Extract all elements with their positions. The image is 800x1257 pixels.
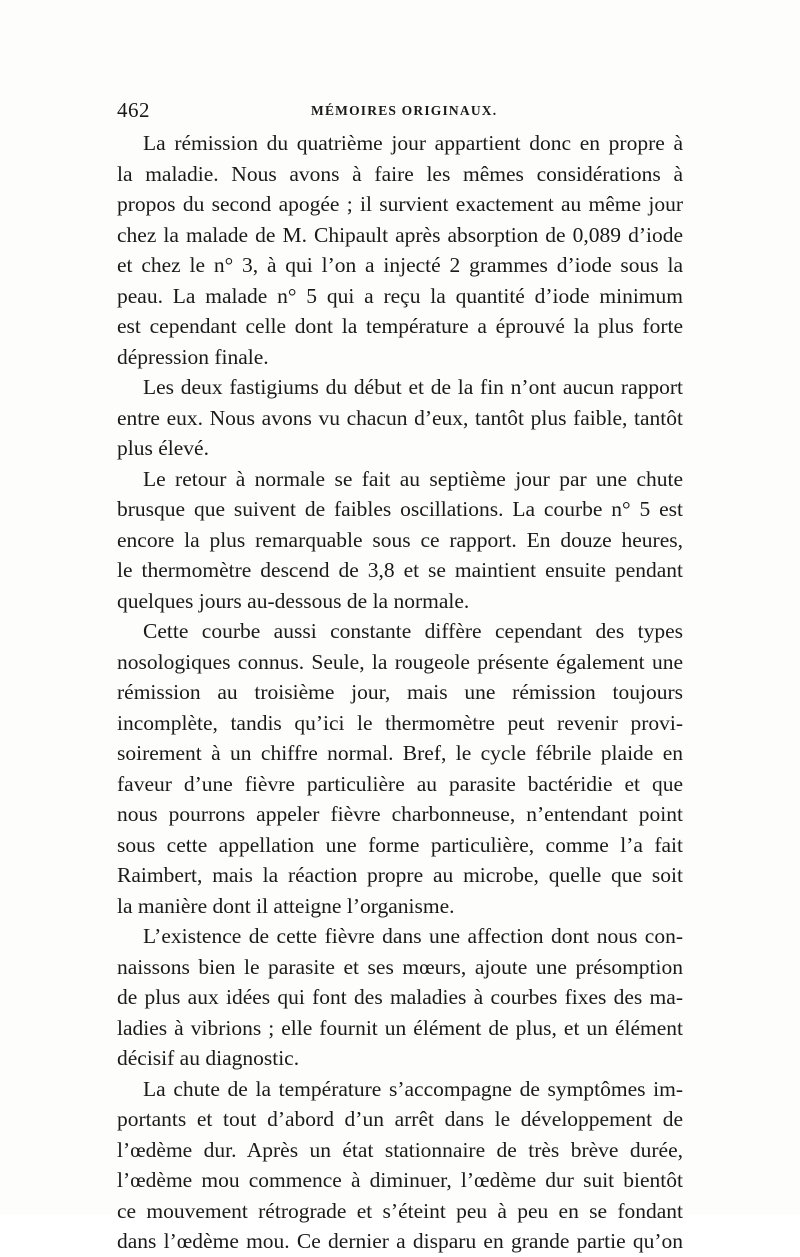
- text-line: entre eux. Nous avons vu chacun d’eux, tantôt plus faible, tantôt: [117, 405, 683, 430]
- paragraph: [117, 1074, 683, 1257]
- page-number: 462: [117, 98, 150, 122]
- text-line: portants et tout d’abord d’un arrêt dans le développement de: [117, 1107, 683, 1131]
- text-line: de plus aux idées qui font des maladies à courbes fixes des ma-: [117, 985, 683, 1009]
- text-line: rémission au troisième jour, mais une rémission toujours: [117, 680, 683, 704]
- text-line: et chez le n° 3, à qui l’on a injecté 2 grammes d’iode sous la: [117, 253, 683, 277]
- text-line: La rémission du quatrième jour appartient donc en propre à: [143, 131, 683, 155]
- running-title: MÉMOIRES ORIGINAUX.: [311, 103, 498, 118]
- text-line: Le retour à normale se fait au septième jour par une chute: [143, 466, 683, 491]
- paragraph: [117, 372, 683, 464]
- text-line: ce mouvement rétrograde et s’éteint peu à peu en se fondant: [117, 1198, 683, 1223]
- text-line: la manière dont il atteigne l’organisme.: [117, 893, 455, 918]
- paragraph: [117, 464, 683, 617]
- text-line: l’œdème dur. Après un état stationnaire de très brève durée,: [117, 1137, 683, 1162]
- text-line: nosologiques connus. Seule, la rougeole présente également une: [117, 649, 683, 674]
- text-line: naissons bien le parasite et ses mœurs, ajoute une présomption: [117, 954, 683, 979]
- text-line: dans l’œdème mou. Ce dernier a disparu en grande partie qu’on: [117, 1229, 683, 1253]
- text-line: la maladie. Nous avons à faire les mêmes considérations à: [117, 161, 683, 186]
- text-line: Raimbert, mais la réaction propre au microbe, quelle que soit: [117, 863, 683, 887]
- body-text: [117, 128, 683, 1257]
- text-line: soirement à un chiffre normal. Bref, le cycle fébrile plaide en: [117, 741, 683, 765]
- text-line: nous pourrons appeler fièvre charbonneuse, n’entendant point: [117, 802, 683, 826]
- text-line: L’existence de cette fièvre dans une affection dont nous con-: [143, 924, 683, 948]
- text-line: l’œdème mou commence à diminuer, l’œdème dur suit bientôt: [117, 1168, 683, 1192]
- text-line: propos du second apogée ; il survient exactement au même jour: [117, 192, 683, 216]
- running-header: [117, 98, 683, 122]
- text-line: décisif au diagnostic.: [117, 1046, 300, 1070]
- text-line: le thermomètre descend de 3,8 et se maintient ensuite pendant: [117, 558, 683, 582]
- text-line: Cette courbe aussi constante diffère cependant des types: [143, 619, 683, 643]
- paragraph: [117, 128, 683, 372]
- text-line: Les deux fastigiums du début et de la fin n’ont aucun rapport: [143, 375, 683, 399]
- text-line: faveur d’une fièvre particulière au parasite bactéridie et que: [117, 771, 683, 796]
- paragraph: [117, 616, 683, 921]
- paragraph: [117, 921, 683, 1074]
- text-line: encore la plus remarquable sous ce rapport. En douze heures,: [117, 527, 683, 552]
- text-line: peau. La malade n° 5 qui a reçu la quantité d’iode minimum: [117, 283, 683, 308]
- text-line: incomplète, tandis qu’ici le thermomètre peut revenir provi-: [117, 710, 683, 735]
- text-line: plus élevé.: [117, 436, 209, 460]
- text-line: brusque que suivent de faibles oscillations. La courbe n° 5 est: [117, 497, 683, 521]
- text-line: sous cette appellation une forme particulière, comme l’a fait: [117, 832, 683, 857]
- text-line: ladies à vibrions ; elle fournit un élément de plus, et un élément: [117, 1015, 683, 1040]
- text-line: dépression finale.: [117, 344, 269, 369]
- text-line: quelques jours au-dessous de la normale.: [117, 588, 470, 613]
- text-line: La chute de la température s’accompagne de symptômes im-: [143, 1076, 683, 1101]
- text-line: est cependant celle dont la température a éprouvé la plus forte: [117, 314, 683, 338]
- text-line: chez la malade de M. Chipault après absorption de 0,089 d’iode: [117, 222, 683, 247]
